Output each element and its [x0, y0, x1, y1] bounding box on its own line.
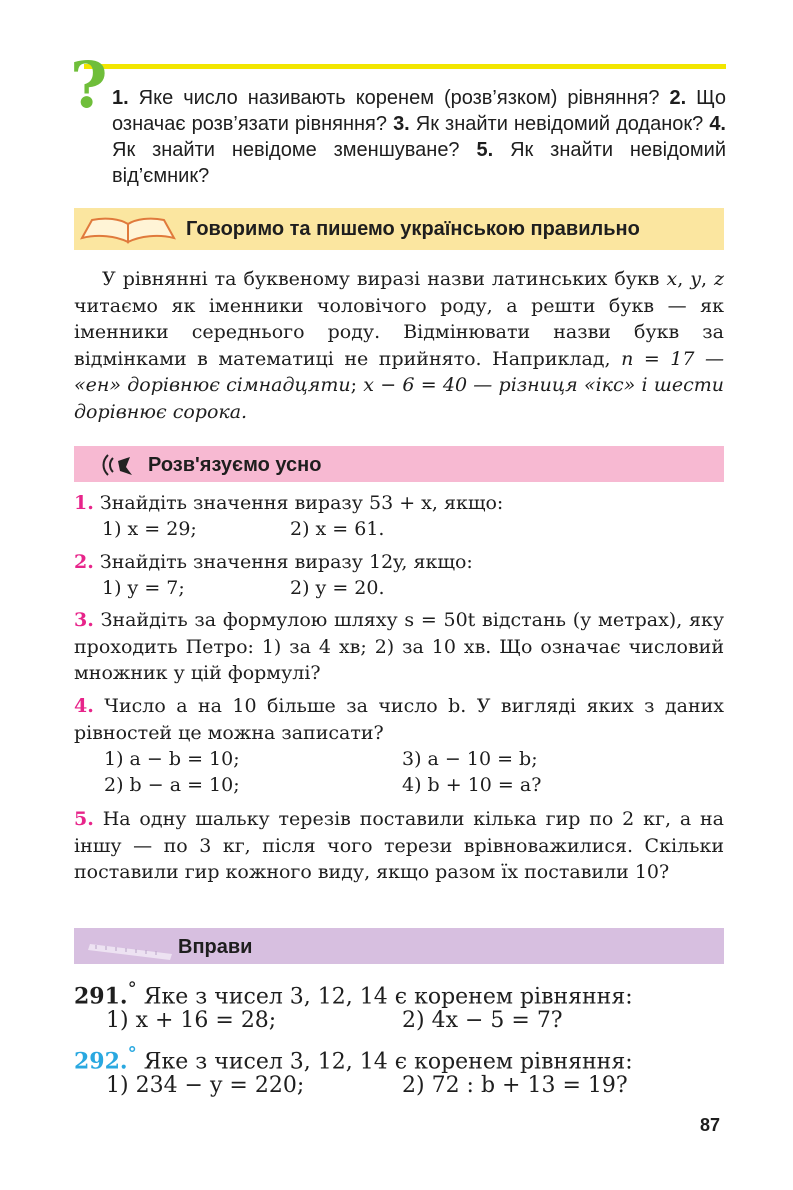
oral-task-1-option-2: 2) x = 61. [290, 518, 385, 540]
oral-task-3: 3. Знайдіть за формулою шляху s = 50t відстань (у метрах), яку проходить Петро: 1) за 4 хв; 2) за 10 хв. Що означає числовий множник у цій формулі? [74, 609, 724, 684]
ruler-icon [86, 934, 176, 960]
speak-section-title: Говоримо та пишемо українською правильно [186, 218, 640, 240]
oral-task-4-option-1: 1) a − b = 10; [104, 748, 240, 770]
oral-task-4: 4. Число a на 10 більше за число b. У вигляді яких з даних рівностей це можна записати? [74, 695, 725, 744]
oral-task-1: 1. Знайдіть значення виразу 53 + x, якщо: [74, 492, 504, 514]
oral-task-1-option-1: 1) x = 29; [102, 518, 197, 540]
speak-section-banner [74, 208, 724, 250]
oral-section-title: Розв'язуємо усно [148, 454, 322, 476]
question-mark-icon: ? [70, 48, 108, 123]
exercise-292: 292.° Яке з чисел 3, 12, 14 є коренем рівняння: [74, 1044, 633, 1075]
oral-section-banner [74, 446, 724, 482]
page-number: 87 [700, 1115, 721, 1135]
exercise-291-option-1: 1) x + 16 = 28; [106, 1008, 277, 1033]
exercise-292-option-2: 2) 72 : b + 13 = 19? [402, 1073, 628, 1098]
open-book-icon [78, 214, 178, 246]
oral-task-5: 5. На одну шальку терезів поставили кілька гир по 2 кг, а на іншу — по 3 кг, після чого терези врівноважилися. Скільки поставили гир кожного виду, якщо разом їх поставили 10? [74, 808, 724, 883]
exercise-291: 291.° Яке з чисел 3, 12, 14 є коренем рівняння: [74, 979, 633, 1010]
review-questions: 1. Яке число називають коренем (розв’язком) рівняння? 2. Що означає розв’язати рівняння? 3. Як знайти невідомий доданок? 4. Як знайти невідоме зменшуване? 5. Як знайти невідомий від’ємник? [112, 87, 727, 187]
exercises-title: Вправи [178, 936, 253, 958]
oral-task-2-option-1: 1) y = 7; [102, 577, 185, 599]
top-accent-line [84, 64, 726, 69]
oral-task-2: 2. Знайдіть значення виразу 12y, якщо: [74, 551, 473, 573]
oral-task-4-option-4: 4) b + 10 = a? [402, 774, 542, 796]
exercise-291-option-2: 2) 4x − 5 = 7? [402, 1008, 563, 1033]
oral-task-4-option-3: 3) a − 10 = b; [402, 748, 538, 770]
exercises-banner [74, 928, 724, 964]
speech-waves-icon [100, 451, 136, 479]
exercise-292-option-1: 1) 234 − y = 220; [106, 1073, 305, 1098]
oral-task-2-option-2: 2) y = 20. [290, 577, 385, 599]
speak-section-text: У рівнянні та буквеному виразі назви латинських букв x, y, z читаємо як іменники чоловічого роду, а решти букв — як іменники середнього роду. Відмінювати назви букв за відмінками в математиці не прийнято. Наприклад, n = 17 — «ен» дорівнює сімнадцяти; x − 6 = 40 — різниця «ікс» і шести дорівнює сорока. [74, 268, 724, 423]
oral-task-4-option-2: 2) b − a = 10; [104, 774, 240, 796]
